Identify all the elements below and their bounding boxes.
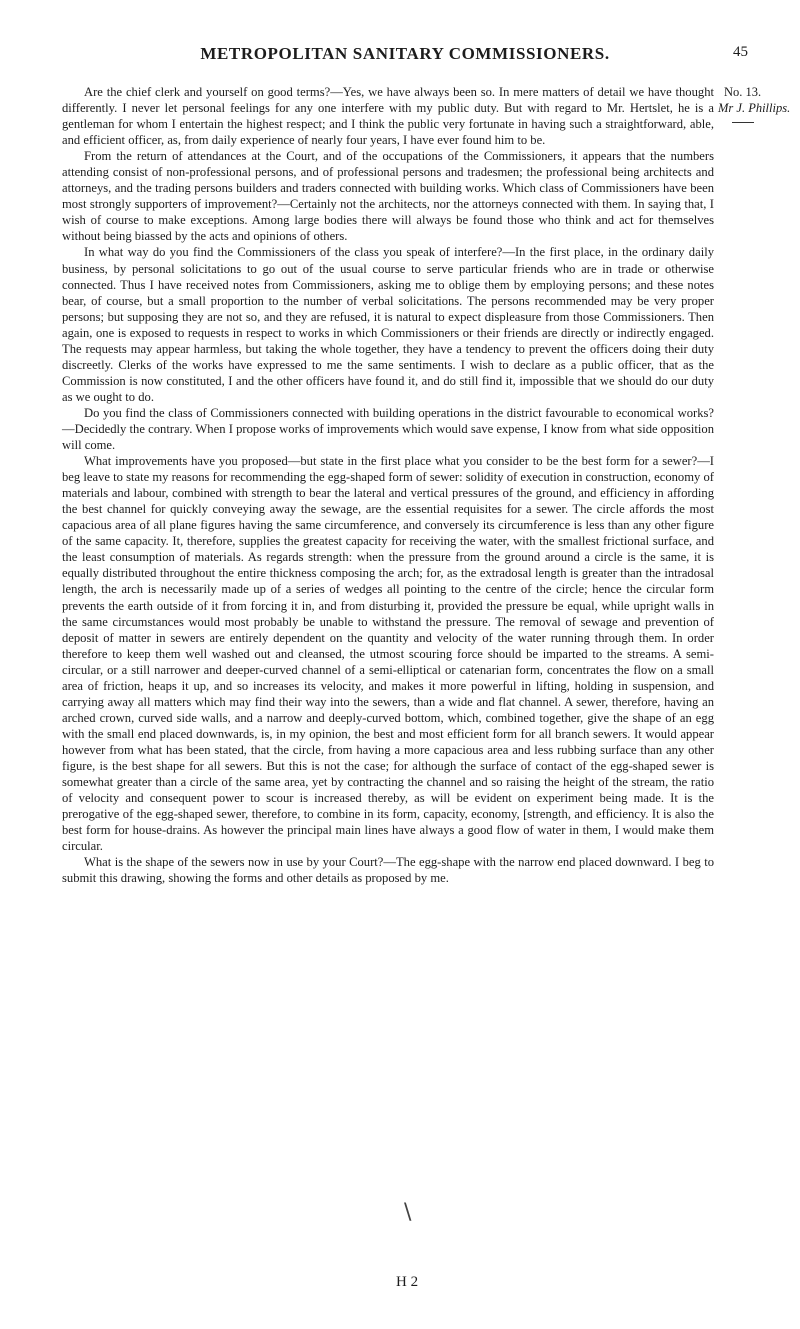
stray-mark: \ [404, 1200, 412, 1225]
witness-name: Mr J. Phillips. [718, 101, 791, 115]
paragraph: From the return of attendances at the Court, and of the occupations of the Commissioners, it appears that the numbers attending consist of non-professional persons, and of professional persons and tradesmen; the professional being architects and attorneys, and the trading persons builders and traders connected with building works. Which class of Commissioners have been most strongly supporters of improvement?—Certainly not the architects, nor the attorneys connected with them. In saying that, I wish of course to make exceptions. Among large bodies there will always be found those who think and act for themselves without being biassed by the acts and opinions of others. [62, 149, 714, 244]
signature-mark: H 2 [396, 1274, 419, 1290]
running-head: METROPOLITAN SANITARY COMMISSIONERS. [200, 44, 610, 63]
margin-note [718, 84, 798, 123]
body-text [62, 84, 714, 886]
witness-number: No. 13. [724, 85, 762, 99]
paragraph: What is the shape of the sewers now in use by your Court?—The egg-shape with the narrow end placed downward. I beg to submit this drawing, showing the forms and other details as proposed by me. [62, 855, 714, 886]
paragraph: Are the chief clerk and yourself on good terms?—Yes, we have always been so. In mere matters of detail we have thought differently. I never let personal feelings for any one interfere with my public duty. But with regard to Mr. Hertslet, he is a gentleman for whom I entertain the highest respect; and I think the public very fortunate in having such a straightforward, able, and efficient officer, as, from daily experience of nearly four years, I have ever found him to be. [62, 85, 714, 148]
page-number: 45 [733, 44, 748, 60]
page-header [0, 44, 800, 68]
paragraph: Do you find the class of Commissioners connected with building operations in the district favourable to economical works?—Decidedly the contrary. When I propose works of improvements which would save expense, I know from what side opposition will come. [62, 405, 714, 453]
paragraph: What improvements have you proposed—but state in the first place what you consider to be the best form for a sewer?—I beg leave to state my reasons for recommending the egg-shaped form of sewer: solidity of execution in construction, economy of materials and labour, combined with strength to bear the lateral and vertical pressures of the ground, and efficiency in affording the best channel for quickly conveying away the sewage, are the essential requisites for a sewer. The circle affords the most capacious area of all plane figures having the same circumference, and conversely its circumference is less than any other figure of the same capacity. It, therefore, supplies the greatest capacity for receiving the water, with the smallest frictional surface, and the least consumption of materials. As regards strength: when the pressure from the ground around a circle is the same, it is equally distributed throughout the entire thickness composing the arch; for, as the extradosal length is greater than the intradosal length, the arch is necessarily made up of a series of wedges all pointing to the centre of the circle; hence the circular form prevents the earth outside of it from forcing it in, and from disturbing it, provided the pressure be equal, while upright walls in the same circumstances would most probably be unable to withstand the pressure. The removal of sewage and prevention of deposit of matter in sewers are entirely dependent on the quantity and velocity of the water running through them. In order therefore to keep them well washed out and cleansed, the utmost scouring force should be imparted to the streams. A semi-circular, or a still narrower and deeper-curved channel of a semi-elliptical or catenarian form, concentrates the flow on a small area of friction, heaps it up, and so increases its velocity, and makes it more powerful in lifting, holding in suspension, and carrying away all matters which may find their way into the sewers, than a wide and flat channel. A sewer, therefore, having an arched crown, curved side walls, and a narrow and deeply-curved bottom, which, combined together, give the shape of an egg with the small end placed downwards, is, in my opinion, the best and most efficient form for all branch sewers. It would appear however from what has been stated, that the circle, from having a more capacious area and less rubbing surface than any other figure, is the best shape for all sewers. But this is not the case; for although the surface of contact of the egg-shaped sewer is somewhat greater than a circle of the same area, yet by contracting the channel and so raising the height of the stream, the ratio of velocity and consequent power to scour is increased thereby, as will be evident on experiment being made. It is the prerogative of the egg-shaped sewer, therefore, to combine in its form, capacity, economy, [strength, and efficiency. It is also the best form for house-drains. As however the principal main lines have always a good flow of water in them, I would make them circular. [62, 454, 714, 854]
margin-rule [732, 122, 754, 123]
paragraph: In what way do you find the Commissioners of the class you speak of interfere?—In the first place, in the ordinary daily business, by personal solicitations to go out of the usual course to serve particular friends who are in trade or otherwise connected. Thus I have received notes from Commissioners, asking me to oblige them by employing persons; and these notes bear, of course, but a small proportion to the number of verbal solicitations. The persons recommended may be very proper persons; but supposing they are not so, and they are refused, it is natural to expect displeasure from those Commissioners. Then again, one is exposed to requests in respect to works in which Commissioners or their friends are directly or indirectly engaged. The requests may appear harmless, but taking the whole together, they have a tendency to prevent the officers doing their duty discreetly. Clerks of the works have expressed to me the same sentiments. I wish to declare as a public officer, that as the Commission is now constituted, I and the other officers have found it, and do still find it, impossible that we should do our duty as we ought to do. [62, 245, 714, 404]
